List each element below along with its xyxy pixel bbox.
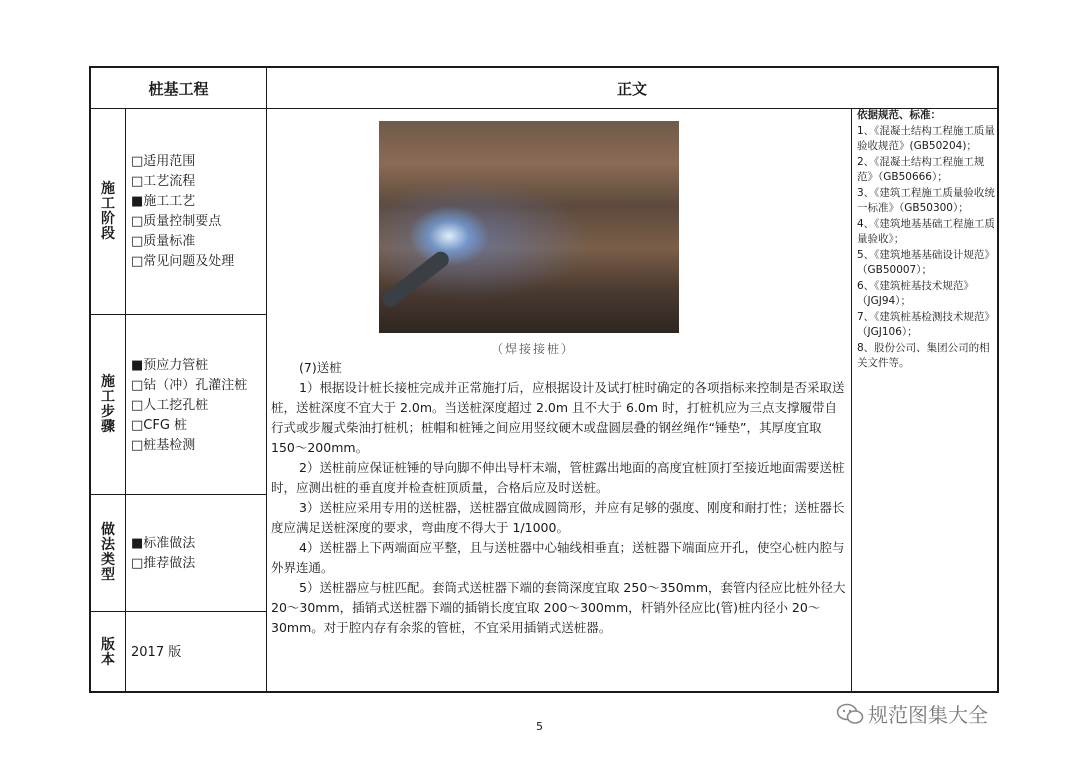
list-item: □钻（冲）孔灌注桩 [131, 378, 248, 393]
watermark-text: 规范图集大全 [868, 703, 988, 727]
paragraph: 1）根据设计桩长接桩完成并正常施打后，应根据设计及试打桩时确定的各项指标来控制是否采取送桩，送桩深度不宜大于 2.0m。当送桩深度超过 2.0m 且不大于 6.0m 时，打桩机应为三点支撑履带自行式或步履式柴油打桩机；桩帽和桩锤之间应用竖纹硬木或盘圆层叠的钢丝绳作“锤垫”，其厚度宜取 150～200mm。 [271, 380, 845, 455]
document-table [89, 66, 999, 693]
list-item: □人工挖孔桩 [131, 398, 209, 413]
list-item: □CFG 桩 [131, 418, 188, 433]
welding-photo [379, 121, 679, 333]
section-label-steps: 施工步骤 [101, 373, 115, 435]
section-label-version: 版本 [101, 636, 115, 668]
paragraph: 4）送桩器上下两端面应平整，且与送桩器中心轴线相垂直；送桩器下端面应开孔，使空心桩内腔与外界连通。 [271, 540, 845, 575]
version-value: 2017 版 [131, 645, 182, 660]
reference-item: 5、《建筑地基基础设计规范》（GB50007）； [857, 248, 995, 276]
list-item: ■标准做法 [131, 536, 196, 551]
section-items-type [131, 534, 195, 574]
reference-item: 2、《混凝土结构工程施工规范》（GB50666）； [857, 155, 985, 183]
reference-item: 4、《建筑地基基础工程施工质量验收》； [857, 217, 995, 245]
divider [851, 108, 852, 693]
list-item: □质量标准 [131, 234, 196, 249]
paragraph: 5）送桩器应与桩匹配。套筒式送桩器下端的套筒深度宜取 250～350mm，套管内径应比桩外径大 20～30mm，插销式送桩器下端的插销长度宜取 200～300mm，杆销外径应比(管)桩内径小 20～30mm。对于腔内存有余浆的管桩，不宜采用插销式送桩器。 [271, 580, 846, 635]
divider [125, 108, 126, 693]
wechat-icon [836, 703, 864, 725]
list-item: □推荐做法 [131, 556, 196, 571]
list-item: ■施工工艺 [131, 194, 196, 209]
list-item: □常见问题及处理 [131, 254, 235, 269]
header-main: 正文 [616, 79, 647, 98]
section-items-stage [131, 152, 234, 272]
section-items-version [131, 643, 181, 663]
main-content [271, 358, 846, 638]
list-item: □工艺流程 [131, 174, 196, 189]
section-items-steps [131, 356, 247, 456]
references-title: 依据规范、标准： [857, 109, 941, 121]
reference-item: 3、《建筑工程施工质量验收统一标准》（GB50300）； [857, 186, 995, 214]
list-item: ■预应力管桩 [131, 358, 209, 373]
welding-cable-icon [379, 248, 452, 310]
divider [266, 68, 267, 693]
list-item: □适用范围 [131, 154, 196, 169]
references [857, 108, 997, 372]
content-heading: (7)送桩 [299, 360, 342, 375]
reference-item: 1、《混凝土结构工程施工质量验收规范》(GB50204)； [857, 124, 995, 152]
photo-caption: （焊接接桩） [491, 342, 576, 356]
list-item: □质量控制要点 [131, 214, 222, 229]
page-number: 5 [536, 720, 543, 733]
paragraph: 2）送桩前应保证桩锤的导向脚不伸出导杆末端，管桩露出地面的高度宜桩顶打至接近地面需要送桩时，应测出桩的垂直度并检查桩顶质量，合格后应及时送桩。 [271, 460, 845, 495]
reference-item: 7、《建筑桩基检测技术规范》（JGJ106）； [857, 310, 995, 338]
header-left: 桩基工程 [148, 79, 209, 98]
reference-item: 6、《建筑桩基技术规范》（JGJ94）； [857, 279, 974, 307]
paragraph: 3）送桩应采用专用的送桩器，送桩器宜做成圆筒形，并应有足够的强度、刚度和耐打性；送桩器长度应满足送桩深度的要求，弯曲度不得大于 1/1000。 [271, 500, 845, 535]
section-label-stage: 施工阶段 [101, 180, 115, 242]
reference-item: 8、股份公司、集团公司的相关文件等。 [857, 341, 990, 369]
watermark [836, 699, 988, 728]
list-item: □桩基检测 [131, 438, 196, 453]
section-label-type: 做法类型 [101, 522, 115, 583]
